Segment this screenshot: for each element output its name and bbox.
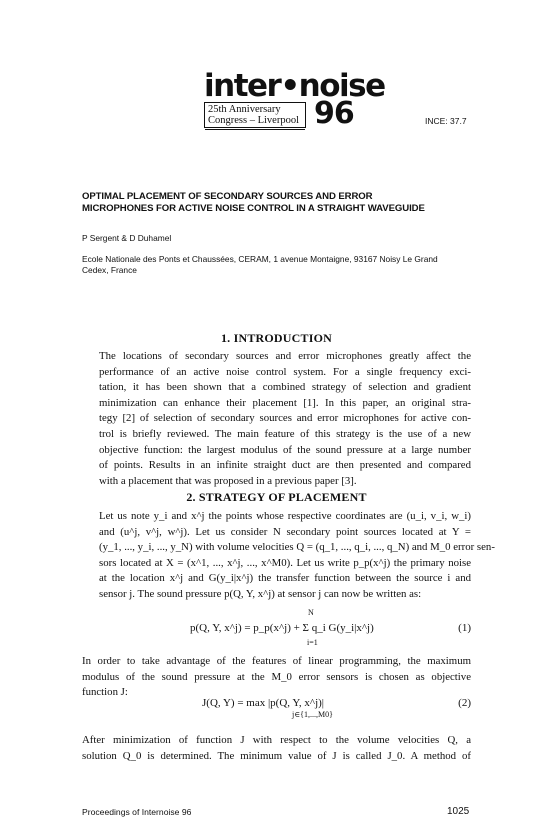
- body-line: Let us note y_i and x^j the points whose respective coordinates are (u_i, v_i, w_i): [99, 510, 471, 522]
- logo-box-line1: 25th Anniversary: [208, 104, 281, 115]
- body-line: trol is briefly reviewed. The main feature of this strategy is the use of a new: [99, 427, 471, 440]
- equation-2-subscript: j∈{1,...,M0}: [292, 710, 333, 719]
- equation-1-sum-lower-limit: i=1: [307, 638, 318, 647]
- body-line: at the location x^j and G(y_i|x^j) the transfer function between the source i and: [99, 572, 471, 585]
- strategy-paragraph: [82, 509, 495, 603]
- body-line: with a placement that was proposed in a previous paper [3].: [99, 474, 357, 487]
- equation-2: [82, 686, 471, 722]
- equation-1-body: p(Q, Y, x^j) = p_p(x^j) + Σ q_i G(y_i|x^j): [190, 622, 374, 634]
- body-line: of points. Results in an infinite straight duct are then presented and compared: [99, 459, 471, 472]
- logo-box-line2: Congress – Liverpool: [208, 115, 299, 126]
- conference-logo-wordmark: inter•noise: [204, 68, 385, 104]
- introduction-paragraph: [82, 349, 471, 489]
- body-line: sors located at X = (x^1, ..., x^j, ..., x^M0). Let us write p_p(x^j) the primary noise: [99, 556, 471, 569]
- equation-2-number: (2): [458, 697, 471, 709]
- affiliation-line1: Ecole Nationale des Ponts et Chaussées, CERAM, 1 avenue Montaigne, 93167 Noisy Le Grand: [82, 254, 438, 264]
- body-line: and (u^j, v^j, w^j). Let us consider N secondary point sources located at Y =: [99, 525, 471, 538]
- paper-title-line2: MICROPHONES FOR ACTIVE NOISE CONTROL IN A STRAIGHT WAVEGUIDE: [82, 203, 425, 214]
- equation-1-number: (1): [458, 622, 471, 634]
- body-line: function J:: [82, 686, 128, 699]
- conference-logo-box: [204, 102, 306, 128]
- body-line: The locations of secondary sources and error microphones greatly affect the: [99, 350, 471, 362]
- body-line: tegy [2] of selection of secondary sources and error microphones for active con-: [99, 412, 471, 425]
- paper-title: [82, 191, 482, 215]
- conference-logo-year: 96: [314, 96, 354, 131]
- footer-proceedings-title: Proceedings of Internoise 96: [82, 807, 192, 817]
- page-number: 1025: [447, 806, 470, 817]
- affiliation-line2: Cedex, France: [82, 265, 137, 275]
- paper-authors: P Sergent & D Duhamel: [82, 233, 172, 243]
- equation-1-sum-upper-limit: N: [308, 608, 314, 617]
- body-line: In order to take advantage of the features of linear programming, the maximum: [82, 655, 471, 667]
- equation-2-body: J(Q, Y) = max |p(Q, Y, x^j)|: [202, 697, 324, 709]
- body-line: modulus of the sound pressure at the M_0 error sensors is chosen as objective: [82, 670, 471, 683]
- body-line: performance of an active noise control system. For a single frequency exci-: [99, 365, 471, 378]
- body-line: tation, it has been shown that a combined strategy of selection and gradient: [99, 381, 471, 394]
- equation-1: [82, 608, 471, 648]
- ince-classification: INCE: 37.7: [425, 116, 467, 126]
- body-line: objective function: the largest modulus of the sound pressure at a large number: [99, 443, 471, 456]
- body-line: solution Q_0 is determined. The minimum value of J is called J_0. A method of: [82, 749, 471, 762]
- section-heading-introduction: 1. INTRODUCTION: [220, 331, 332, 345]
- paper-title-line1: OPTIMAL PLACEMENT OF SECONDARY SOURCES AND ERROR: [82, 191, 373, 202]
- body-line: (y_1, ..., y_i, ..., y_N) with volume velocities Q = (q_1, ..., q_i, ..., q_N) and M_0 error sen-: [99, 541, 495, 554]
- body-line: After minimization of function J with respect to the volume velocities Q, a: [82, 734, 471, 746]
- section-heading-strategy: 2. STRATEGY OF PLACEMENT: [186, 490, 367, 504]
- minimization-paragraph: [82, 733, 471, 764]
- paper-affiliation: [82, 254, 482, 276]
- body-line: sensor j. The sound pressure p(Q, Y, x^j) at sensor j can now be written as:: [99, 587, 422, 600]
- body-line: minimization can enhance their placement [1]. In this paper, an original stra-: [99, 396, 471, 409]
